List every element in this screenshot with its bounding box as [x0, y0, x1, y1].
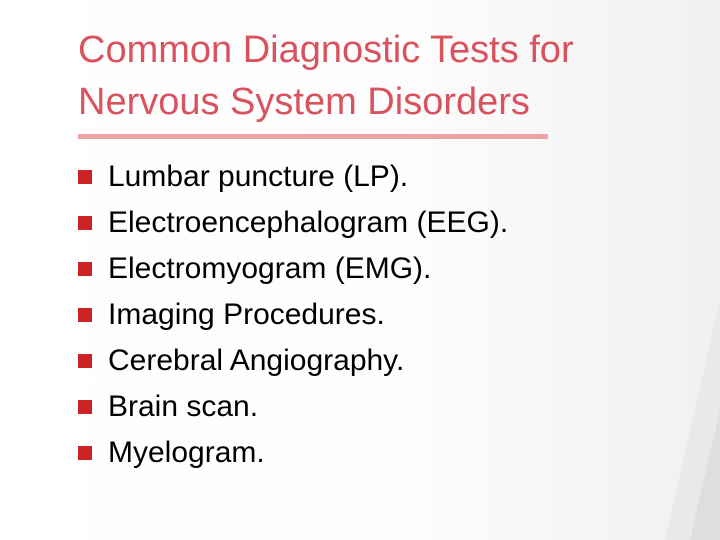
list-item — [78, 246, 508, 292]
page-fold-shade — [690, 410, 720, 540]
bullet-text: Imaging Procedures. — [108, 298, 385, 331]
list-item — [78, 338, 508, 384]
bullet-text: Brain scan. — [108, 390, 259, 423]
bullet-text: Myelogram. — [108, 436, 265, 469]
list-item — [78, 430, 508, 476]
list-item — [78, 200, 508, 246]
bullet-text: Lumbar puncture (LP). — [108, 160, 409, 193]
square-bullet-icon — [78, 354, 92, 368]
list-item — [78, 384, 508, 430]
list-item — [78, 292, 508, 338]
title-line-2: Nervous System Disorders — [78, 81, 530, 123]
square-bullet-icon — [78, 446, 92, 460]
slide-title — [78, 24, 698, 128]
list-item — [78, 154, 508, 200]
square-bullet-icon — [78, 262, 92, 276]
bullet-text: Electroencephalogram (EEG). — [108, 206, 509, 239]
title-line-1: Common Diagnostic Tests for — [78, 29, 574, 71]
square-bullet-icon — [78, 308, 92, 322]
title-underline-rule — [78, 134, 548, 139]
bullet-text: Cerebral Angiography. — [108, 344, 405, 377]
square-bullet-icon — [78, 216, 92, 230]
bullet-text: Electromyogram (EMG). — [108, 252, 432, 285]
square-bullet-icon — [78, 400, 92, 414]
bullet-list — [78, 154, 508, 476]
square-bullet-icon — [78, 170, 92, 184]
